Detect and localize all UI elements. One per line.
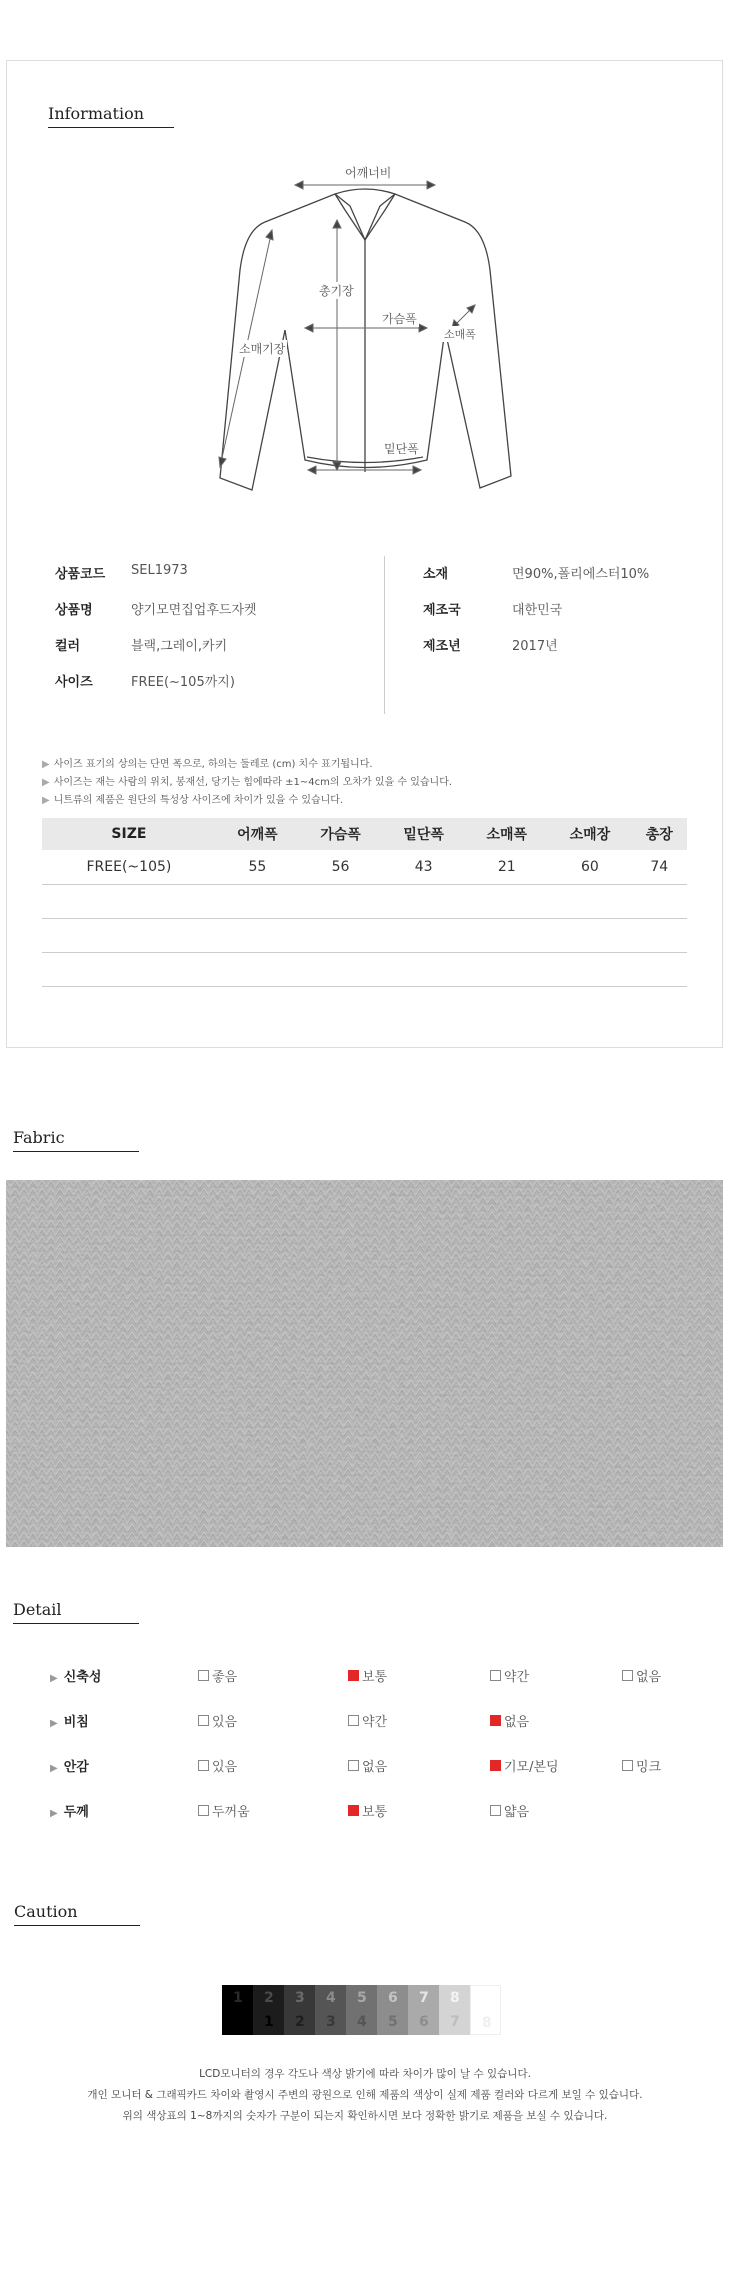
label-total-length: 총기장 <box>319 284 354 298</box>
scale-cell <box>470 1985 501 2035</box>
scale-cell <box>253 1985 284 2035</box>
detail-key-label: 비침 <box>63 1715 89 1730</box>
spec-key: 상품명 <box>55 603 93 618</box>
detail-key <box>50 1711 89 1730</box>
scale-cell <box>284 1985 315 2035</box>
option-thick-normal[interactable] <box>348 1801 387 1820</box>
scale-cell <box>346 1985 377 2035</box>
table-row-empty <box>42 918 687 952</box>
scale-top-number: 6 <box>388 1990 398 2006</box>
spec-key: 제조국 <box>423 603 461 618</box>
spec-key: 사이즈 <box>55 675 93 690</box>
spec-value: SEL1973 <box>131 563 188 578</box>
detail-row-stretch <box>50 1666 700 1688</box>
checkbox-checked-icon <box>348 1805 359 1816</box>
triangle-icon: ▶ <box>50 1673 58 1684</box>
size-cell: 55 <box>216 850 299 884</box>
size-table <box>42 818 687 987</box>
spec-key: 컬러 <box>55 639 81 654</box>
garment-diagram <box>205 160 525 500</box>
option-stretch-good[interactable] <box>198 1666 237 1685</box>
detail-key-label: 두께 <box>63 1805 89 1820</box>
checkbox-icon <box>490 1670 501 1681</box>
option-label: 약간 <box>504 1670 530 1685</box>
fabric-swatch-image <box>6 1180 723 1547</box>
detail-key-label: 신축성 <box>63 1670 102 1685</box>
checkbox-icon <box>198 1715 209 1726</box>
option-stretch-normal[interactable] <box>348 1666 387 1685</box>
spec-key: 소재 <box>423 567 449 582</box>
size-note-text: 사이즈 표기의 상의는 단면 폭으로, 하의는 둘레로 (cm) 치수 표기됩니다. <box>53 759 373 770</box>
scale-top-number: 1 <box>233 1990 243 2006</box>
scale-bottom-number: 3 <box>326 2014 336 2030</box>
scale-bottom-number: 6 <box>419 2014 429 2030</box>
size-col-header: 밑단폭 <box>382 818 465 850</box>
option-sheer-slight[interactable] <box>348 1711 387 1730</box>
option-lining-none[interactable] <box>348 1756 387 1775</box>
scale-cell <box>315 1985 346 2035</box>
option-label: 있음 <box>212 1760 238 1775</box>
checkbox-icon <box>198 1760 209 1771</box>
checkbox-icon <box>622 1760 633 1771</box>
size-cell: FREE(~105) <box>42 850 216 884</box>
size-cell: 43 <box>382 850 465 884</box>
scale-top-number: 2 <box>264 1990 274 2006</box>
scale-top-number: 5 <box>357 1990 367 2006</box>
detail-key-label: 안감 <box>63 1760 89 1775</box>
caution-line: 개인 모니터 & 그래픽카드 차이와 촬영시 주변의 광원으로 인해 제품의 색상이 실제 제품 컬러와 다르게 보일 수 있습니다. <box>87 2089 643 2101</box>
label-sleeve-length: 소매기장 <box>239 342 286 356</box>
detail-key <box>50 1801 89 1820</box>
option-sheer-yes[interactable] <box>198 1711 237 1730</box>
option-label: 없음 <box>362 1760 388 1775</box>
option-label: 없음 <box>636 1670 662 1685</box>
size-col-header: SIZE <box>42 818 216 850</box>
size-note-text: 니트류의 제품은 원단의 특성상 사이즈에 차이가 있을 수 있습니다. <box>53 795 344 806</box>
option-thick-thin[interactable] <box>490 1801 529 1820</box>
fabric-title: Fabric <box>13 1128 139 1152</box>
triangle-icon: ▶ <box>50 1718 58 1729</box>
brightness-scale <box>222 1985 501 2035</box>
option-sheer-none[interactable] <box>490 1711 529 1730</box>
label-chest: 가슴폭 <box>382 312 417 326</box>
size-note-text: 사이즈는 재는 사람의 위치, 봉재선, 당기는 힘에따라 ±1~4cm의 오차가 있을 수 있습니다. <box>53 777 453 788</box>
option-lining-mink[interactable] <box>622 1756 661 1775</box>
size-note <box>42 791 343 806</box>
option-lining-fleece[interactable] <box>490 1756 559 1775</box>
checkbox-checked-icon <box>490 1715 501 1726</box>
size-col-header: 소매폭 <box>465 818 548 850</box>
option-label: 밍크 <box>636 1760 662 1775</box>
option-stretch-slight[interactable] <box>490 1666 529 1685</box>
scale-top-number: 8 <box>450 1990 460 2006</box>
checkbox-icon <box>348 1715 359 1726</box>
size-table-header <box>42 818 687 850</box>
size-col-header: 소매장 <box>548 818 631 850</box>
size-col-header: 어깨폭 <box>216 818 299 850</box>
information-title: Information <box>48 104 174 128</box>
option-label: 좋음 <box>212 1670 238 1685</box>
scale-bottom-number: 1 <box>264 2014 274 2030</box>
option-label: 약간 <box>362 1715 388 1730</box>
spec-value: 면90%,폴리에스터10% <box>512 567 650 582</box>
scale-cell <box>377 1985 408 2035</box>
size-cell: 74 <box>631 850 687 884</box>
detail-title: Detail <box>13 1600 139 1624</box>
size-col-header: 총장 <box>631 818 687 850</box>
spec-value: 블랙,그레이,카키 <box>131 639 228 654</box>
triangle-icon: ▶ <box>50 1808 58 1819</box>
detail-row-sheerness <box>50 1711 700 1733</box>
spec-key: 제조년 <box>423 639 461 654</box>
triangle-icon: ▶ <box>42 795 50 806</box>
scale-bottom-number: 8 <box>482 2015 492 2031</box>
detail-key <box>50 1666 101 1685</box>
spec-divider <box>384 556 385 714</box>
option-label: 기모/본딩 <box>504 1760 559 1775</box>
triangle-icon: ▶ <box>42 759 50 770</box>
checkbox-icon <box>490 1805 501 1816</box>
spec-value: FREE(~105까지) <box>131 675 235 690</box>
scale-cell <box>222 1985 253 2035</box>
checkbox-icon <box>348 1760 359 1771</box>
scale-bottom-number: 4 <box>357 2014 367 2030</box>
spec-value: 2017년 <box>512 639 558 654</box>
scale-cell <box>439 1985 470 2035</box>
table-row-empty <box>42 884 687 918</box>
table-row-empty <box>42 952 687 986</box>
size-col-header: 가슴폭 <box>299 818 382 850</box>
checkbox-icon <box>198 1670 209 1681</box>
scale-top-number: 3 <box>295 1990 305 2006</box>
label-shoulder: 어깨너비 <box>345 166 392 180</box>
scale-cell <box>408 1985 439 2035</box>
spec-value: 양기모면집업후드자켓 <box>131 603 257 618</box>
label-sleeve-width: 소매폭 <box>444 328 476 341</box>
scale-top-number: 7 <box>419 1990 429 2006</box>
size-cell: 56 <box>299 850 382 884</box>
option-label: 있음 <box>212 1715 238 1730</box>
scale-top-number: 4 <box>326 1990 336 2006</box>
option-lining-yes[interactable] <box>198 1756 237 1775</box>
option-thick-heavy[interactable] <box>198 1801 250 1820</box>
checkbox-icon <box>622 1670 633 1681</box>
scale-bottom-number: 5 <box>388 2014 398 2030</box>
caution-title: Caution <box>14 1902 140 1926</box>
size-cell: 60 <box>548 850 631 884</box>
size-cell: 21 <box>465 850 548 884</box>
checkbox-icon <box>198 1805 209 1816</box>
option-label: 보통 <box>362 1670 388 1685</box>
caution-line: 위의 색상표의 1~8까지의 숫자가 구분이 되는지 확인하시면 보다 정확한 밝기로 제품을 보실 수 있습니다. <box>122 2110 608 2122</box>
detail-row-thickness <box>50 1801 700 1823</box>
table-row <box>42 850 687 884</box>
size-note <box>42 755 373 770</box>
triangle-icon: ▶ <box>42 777 50 788</box>
detail-row-lining <box>50 1756 700 1778</box>
option-label: 두꺼움 <box>212 1805 250 1820</box>
label-hem: 밑단폭 <box>384 442 419 456</box>
detail-key <box>50 1756 89 1775</box>
scale-bottom-number: 2 <box>295 2014 305 2030</box>
spec-key: 상품코드 <box>55 567 106 582</box>
option-label: 얇음 <box>504 1805 530 1820</box>
option-label: 보통 <box>362 1805 388 1820</box>
checkbox-checked-icon <box>348 1670 359 1681</box>
size-note <box>42 773 452 788</box>
caution-line: LCD모니터의 경우 각도나 색상 밝기에 따라 차이가 많이 날 수 있습니다. <box>199 2068 531 2080</box>
checkbox-checked-icon <box>490 1760 501 1771</box>
option-stretch-none[interactable] <box>622 1666 661 1685</box>
spec-value: 대한민국 <box>512 603 563 618</box>
option-label: 없음 <box>504 1715 530 1730</box>
scale-bottom-number: 7 <box>450 2014 460 2030</box>
triangle-icon: ▶ <box>50 1763 58 1774</box>
